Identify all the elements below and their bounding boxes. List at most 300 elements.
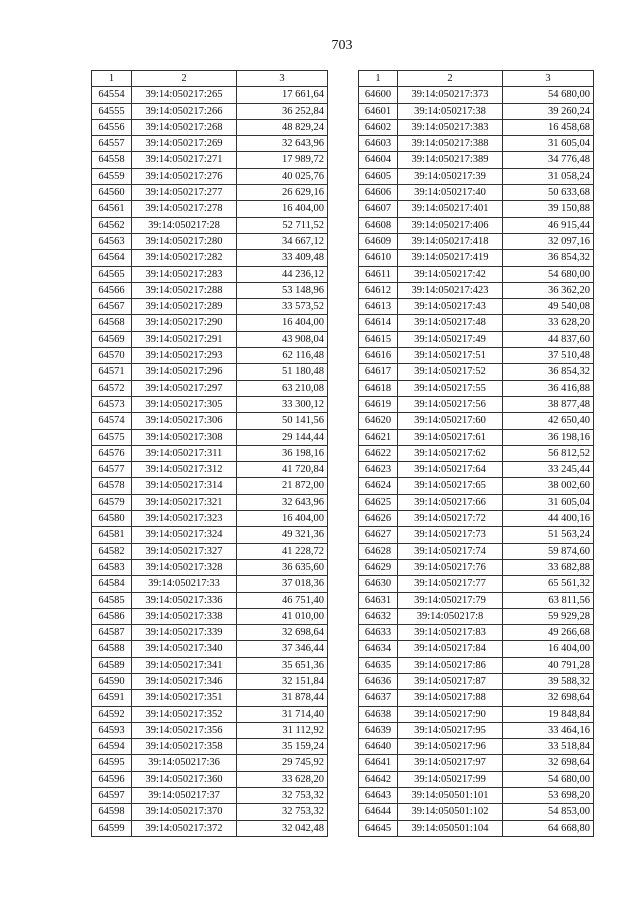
cadastral-number-cell: 39:14:050217:268 <box>132 119 237 135</box>
table-row <box>359 511 594 527</box>
cadastral-number-cell: 39:14:050217:88 <box>398 690 503 706</box>
cadastral-number-cell: 39:14:050217:40 <box>398 185 503 201</box>
row-number-cell: 64557 <box>92 136 132 152</box>
row-number-cell: 64615 <box>359 331 398 347</box>
cadastral-number-cell: 39:14:050217:77 <box>398 576 503 592</box>
value-cell: 16 404,00 <box>237 511 328 527</box>
value-cell: 51 563,24 <box>503 527 594 543</box>
cadastral-number-cell: 39:14:050217:370 <box>132 804 237 820</box>
value-cell: 35 159,24 <box>237 739 328 755</box>
row-number-cell: 64585 <box>92 592 132 608</box>
cadastral-number-cell: 39:14:050217:66 <box>398 494 503 510</box>
table-row <box>92 820 328 836</box>
value-cell: 32 753,32 <box>237 788 328 804</box>
table-row <box>359 185 594 201</box>
value-cell: 56 812,52 <box>503 445 594 461</box>
row-number-cell: 64595 <box>92 755 132 771</box>
value-cell: 29 144,44 <box>237 429 328 445</box>
cadastral-number-cell: 39:14:050217:314 <box>132 478 237 494</box>
row-number-cell: 64603 <box>359 136 398 152</box>
value-cell: 32 698,64 <box>237 625 328 641</box>
value-cell: 43 908,04 <box>237 331 328 347</box>
value-cell: 32 698,64 <box>503 755 594 771</box>
cadastral-number-cell: 39:14:050217:360 <box>132 771 237 787</box>
row-number-cell: 64619 <box>359 396 398 412</box>
cadastral-number-cell: 39:14:050217:297 <box>132 380 237 396</box>
value-cell: 53 698,20 <box>503 788 594 804</box>
row-number-cell: 64616 <box>359 348 398 364</box>
value-cell: 33 464,16 <box>503 722 594 738</box>
cadastral-number-cell: 39:14:050217:289 <box>132 299 237 315</box>
cadastral-number-cell: 39:14:050217:324 <box>132 527 237 543</box>
row-number-cell: 64636 <box>359 673 398 689</box>
cadastral-number-cell: 39:14:050217:328 <box>132 559 237 575</box>
row-number-cell: 64606 <box>359 185 398 201</box>
cadastral-number-cell: 39:14:050217:73 <box>398 527 503 543</box>
value-cell: 41 720,84 <box>237 462 328 478</box>
value-cell: 36 635,60 <box>237 559 328 575</box>
value-cell: 50 141,56 <box>237 413 328 429</box>
table-row <box>92 331 328 347</box>
row-number-cell: 64600 <box>359 87 398 103</box>
table-row <box>359 820 594 836</box>
cadastral-number-cell: 39:14:050217:76 <box>398 559 503 575</box>
cadastral-number-cell: 39:14:050217:418 <box>398 233 503 249</box>
row-number-cell: 64582 <box>92 543 132 559</box>
value-cell: 41 010,00 <box>237 608 328 624</box>
row-number-cell: 64628 <box>359 543 398 559</box>
row-number-cell: 64597 <box>92 788 132 804</box>
row-number-cell: 64598 <box>92 804 132 820</box>
cadastral-number-cell: 39:14:050217:372 <box>132 820 237 836</box>
row-number-cell: 64569 <box>92 331 132 347</box>
table-row <box>92 299 328 315</box>
cadastral-number-cell: 39:14:050217:266 <box>132 103 237 119</box>
table-row <box>92 119 328 135</box>
row-number-cell: 64584 <box>92 576 132 592</box>
value-cell: 44 837,60 <box>503 331 594 347</box>
table-row <box>359 641 594 657</box>
table-row <box>92 380 328 396</box>
row-number-cell: 64591 <box>92 690 132 706</box>
cadastral-number-cell: 39:14:050501:102 <box>398 804 503 820</box>
row-number-cell: 64596 <box>92 771 132 787</box>
row-number-cell: 64621 <box>359 429 398 445</box>
row-number-cell: 64587 <box>92 625 132 641</box>
table-row <box>92 413 328 429</box>
table-row <box>359 233 594 249</box>
value-cell: 42 650,40 <box>503 413 594 429</box>
column-header-3: 3 <box>503 71 594 87</box>
row-number-cell: 64593 <box>92 722 132 738</box>
table-row <box>92 396 328 412</box>
row-number-cell: 64627 <box>359 527 398 543</box>
row-number-cell: 64566 <box>92 282 132 298</box>
cadastral-number-cell: 39:14:050217:288 <box>132 282 237 298</box>
cadastral-number-cell: 39:14:050217:383 <box>398 119 503 135</box>
value-cell: 63 210,08 <box>237 380 328 396</box>
row-number-cell: 64613 <box>359 299 398 315</box>
table-row <box>92 266 328 282</box>
table-row <box>92 641 328 657</box>
value-cell: 37 510,48 <box>503 348 594 364</box>
row-number-cell: 64558 <box>92 152 132 168</box>
table-row <box>359 348 594 364</box>
value-cell: 44 236,12 <box>237 266 328 282</box>
row-number-cell: 64573 <box>92 396 132 412</box>
cadastral-number-cell: 39:14:050217:306 <box>132 413 237 429</box>
value-cell: 33 573,52 <box>237 299 328 315</box>
row-number-cell: 64641 <box>359 755 398 771</box>
table-header-row <box>359 71 594 87</box>
cadastral-number-cell: 39:14:050217:290 <box>132 315 237 331</box>
value-cell: 31 714,40 <box>237 706 328 722</box>
value-cell: 32 042,48 <box>237 820 328 836</box>
cadastral-number-cell: 39:14:050217:56 <box>398 396 503 412</box>
value-cell: 39 150,88 <box>503 201 594 217</box>
table-row <box>92 657 328 673</box>
table-row <box>92 168 328 184</box>
value-cell: 49 321,36 <box>237 527 328 543</box>
row-number-cell: 64610 <box>359 250 398 266</box>
table-row <box>92 364 328 380</box>
cadastral-number-cell: 39:14:050217:338 <box>132 608 237 624</box>
cadastral-number-cell: 39:14:050217:49 <box>398 331 503 347</box>
row-number-cell: 64645 <box>359 820 398 836</box>
value-cell: 36 252,84 <box>237 103 328 119</box>
value-cell: 50 633,68 <box>503 185 594 201</box>
table-row <box>359 119 594 135</box>
row-number-cell: 64583 <box>92 559 132 575</box>
value-cell: 32 097,16 <box>503 233 594 249</box>
table-row <box>92 217 328 233</box>
cadastral-number-cell: 39:14:050217:86 <box>398 657 503 673</box>
cadastral-number-cell: 39:14:050217:340 <box>132 641 237 657</box>
table-row <box>92 315 328 331</box>
table-row <box>359 608 594 624</box>
value-cell: 54 680,00 <box>503 87 594 103</box>
value-cell: 34 667,12 <box>237 233 328 249</box>
value-cell: 31 605,04 <box>503 494 594 510</box>
table-row <box>92 136 328 152</box>
row-number-cell: 64567 <box>92 299 132 315</box>
value-cell: 17 989,72 <box>237 152 328 168</box>
row-number-cell: 64578 <box>92 478 132 494</box>
table-row <box>359 217 594 233</box>
column-header-1: 1 <box>92 71 132 87</box>
table-row <box>92 429 328 445</box>
row-number-cell: 64639 <box>359 722 398 738</box>
cadastral-number-cell: 39:14:050217:336 <box>132 592 237 608</box>
row-number-cell: 64556 <box>92 119 132 135</box>
row-number-cell: 64594 <box>92 739 132 755</box>
cadastral-number-cell: 39:14:050217:291 <box>132 331 237 347</box>
table-row <box>359 429 594 445</box>
value-cell: 31 058,24 <box>503 168 594 184</box>
value-cell: 36 198,16 <box>503 429 594 445</box>
cadastral-number-cell: 39:14:050217:351 <box>132 690 237 706</box>
cadastral-number-cell: 39:14:050217:373 <box>398 87 503 103</box>
cadastral-number-cell: 39:14:050217:346 <box>132 673 237 689</box>
row-number-cell: 64588 <box>92 641 132 657</box>
row-number-cell: 64640 <box>359 739 398 755</box>
table-row <box>92 250 328 266</box>
cadastral-number-cell: 39:14:050501:104 <box>398 820 503 836</box>
table-row <box>359 103 594 119</box>
row-number-cell: 64554 <box>92 87 132 103</box>
table-row <box>92 511 328 527</box>
value-cell: 37 346,44 <box>237 641 328 657</box>
cadastral-number-cell: 39:14:050217:323 <box>132 511 237 527</box>
value-cell: 49 540,08 <box>503 299 594 315</box>
table-row <box>359 625 594 641</box>
value-cell: 54 853,00 <box>503 804 594 820</box>
value-cell: 32 151,84 <box>237 673 328 689</box>
table-row <box>92 592 328 608</box>
row-number-cell: 64638 <box>359 706 398 722</box>
row-number-cell: 64565 <box>92 266 132 282</box>
value-cell: 53 148,96 <box>237 282 328 298</box>
row-number-cell: 64643 <box>359 788 398 804</box>
row-number-cell: 64631 <box>359 592 398 608</box>
value-cell: 34 776,48 <box>503 152 594 168</box>
value-cell: 64 668,80 <box>503 820 594 836</box>
cadastral-number-cell: 39:14:050217:84 <box>398 641 503 657</box>
cadastral-number-cell: 39:14:050217:280 <box>132 233 237 249</box>
table-row <box>92 494 328 510</box>
cadastral-number-cell: 39:14:050217:61 <box>398 429 503 445</box>
cadastral-number-cell: 39:14:050217:321 <box>132 494 237 510</box>
cadastral-number-cell: 39:14:050217:95 <box>398 722 503 738</box>
table-row <box>359 152 594 168</box>
table-row <box>92 478 328 494</box>
cadastral-number-cell: 39:14:050217:327 <box>132 543 237 559</box>
cadastral-number-cell: 39:14:050217:36 <box>132 755 237 771</box>
cadastral-table-left <box>91 70 328 837</box>
row-number-cell: 64579 <box>92 494 132 510</box>
table-row <box>92 608 328 624</box>
row-number-cell: 64581 <box>92 527 132 543</box>
cadastral-number-cell: 39:14:050217:8 <box>398 608 503 624</box>
cadastral-number-cell: 39:14:050217:358 <box>132 739 237 755</box>
table-row <box>92 804 328 820</box>
table-row <box>359 168 594 184</box>
table-row <box>92 462 328 478</box>
value-cell: 19 848,84 <box>503 706 594 722</box>
value-cell: 33 628,20 <box>237 771 328 787</box>
cadastral-number-cell: 39:14:050217:282 <box>132 250 237 266</box>
row-number-cell: 64612 <box>359 282 398 298</box>
row-number-cell: 64635 <box>359 657 398 673</box>
table-row <box>359 396 594 412</box>
row-number-cell: 64601 <box>359 103 398 119</box>
value-cell: 36 854,32 <box>503 364 594 380</box>
table-row <box>359 755 594 771</box>
table-row <box>359 673 594 689</box>
row-number-cell: 64564 <box>92 250 132 266</box>
cadastral-number-cell: 39:14:050217:97 <box>398 755 503 771</box>
cadastral-number-cell: 39:14:050217:90 <box>398 706 503 722</box>
row-number-cell: 64625 <box>359 494 398 510</box>
table-row <box>359 527 594 543</box>
row-number-cell: 64572 <box>92 380 132 396</box>
table-row <box>359 201 594 217</box>
row-number-cell: 64633 <box>359 625 398 641</box>
cadastral-number-cell: 39:14:050217:389 <box>398 152 503 168</box>
cadastral-number-cell: 39:14:050217:305 <box>132 396 237 412</box>
value-cell: 38 002,60 <box>503 478 594 494</box>
cadastral-number-cell: 39:14:050217:283 <box>132 266 237 282</box>
cadastral-number-cell: 39:14:050217:388 <box>398 136 503 152</box>
cadastral-number-cell: 39:14:050217:72 <box>398 511 503 527</box>
cadastral-number-cell: 39:14:050217:42 <box>398 266 503 282</box>
value-cell: 39 260,24 <box>503 103 594 119</box>
value-cell: 51 180,48 <box>237 364 328 380</box>
row-number-cell: 64590 <box>92 673 132 689</box>
cadastral-number-cell: 39:14:050217:312 <box>132 462 237 478</box>
row-number-cell: 64560 <box>92 185 132 201</box>
value-cell: 16 404,00 <box>503 641 594 657</box>
table-row <box>359 413 594 429</box>
value-cell: 21 872,00 <box>237 478 328 494</box>
cadastral-number-cell: 39:14:050217:43 <box>398 299 503 315</box>
table-row <box>92 152 328 168</box>
table-row <box>359 87 594 103</box>
value-cell: 36 198,16 <box>237 445 328 461</box>
table-header-row <box>92 71 328 87</box>
row-number-cell: 64577 <box>92 462 132 478</box>
table-row <box>359 266 594 282</box>
row-number-cell: 64629 <box>359 559 398 575</box>
cadastral-number-cell: 39:14:050217:55 <box>398 380 503 396</box>
cadastral-number-cell: 39:14:050217:33 <box>132 576 237 592</box>
table-row <box>359 576 594 592</box>
value-cell: 63 811,56 <box>503 592 594 608</box>
row-number-cell: 64568 <box>92 315 132 331</box>
value-cell: 33 682,88 <box>503 559 594 575</box>
value-cell: 44 400,16 <box>503 511 594 527</box>
table-row <box>359 250 594 266</box>
cadastral-number-cell: 39:14:050217:60 <box>398 413 503 429</box>
table-row <box>359 380 594 396</box>
value-cell: 36 854,32 <box>503 250 594 266</box>
column-header-1: 1 <box>359 71 398 87</box>
table-row <box>92 185 328 201</box>
value-cell: 29 745,92 <box>237 755 328 771</box>
cadastral-number-cell: 39:14:050217:96 <box>398 739 503 755</box>
row-number-cell: 64571 <box>92 364 132 380</box>
row-number-cell: 64607 <box>359 201 398 217</box>
row-number-cell: 64622 <box>359 445 398 461</box>
row-number-cell: 64620 <box>359 413 398 429</box>
table-row <box>359 315 594 331</box>
table-row <box>359 282 594 298</box>
value-cell: 38 877,48 <box>503 396 594 412</box>
value-cell: 26 629,16 <box>237 185 328 201</box>
column-header-2: 2 <box>132 71 237 87</box>
row-number-cell: 64609 <box>359 233 398 249</box>
value-cell: 54 680,00 <box>503 266 594 282</box>
table-row <box>359 771 594 787</box>
row-number-cell: 64614 <box>359 315 398 331</box>
value-cell: 36 416,88 <box>503 380 594 396</box>
table-row <box>92 576 328 592</box>
row-number-cell: 64623 <box>359 462 398 478</box>
row-number-cell: 64642 <box>359 771 398 787</box>
value-cell: 16 404,00 <box>237 201 328 217</box>
cadastral-table-right <box>358 70 594 837</box>
cadastral-number-cell: 39:14:050217:311 <box>132 445 237 461</box>
row-number-cell: 64555 <box>92 103 132 119</box>
value-cell: 31 878,44 <box>237 690 328 706</box>
row-number-cell: 64559 <box>92 168 132 184</box>
row-number-cell: 64586 <box>92 608 132 624</box>
table-row <box>359 592 594 608</box>
cadastral-number-cell: 39:14:050217:341 <box>132 657 237 673</box>
row-number-cell: 64632 <box>359 608 398 624</box>
value-cell: 59 929,28 <box>503 608 594 624</box>
table-row <box>359 706 594 722</box>
value-cell: 31 112,92 <box>237 722 328 738</box>
cadastral-number-cell: 39:14:050217:401 <box>398 201 503 217</box>
value-cell: 48 829,24 <box>237 119 328 135</box>
row-number-cell: 64561 <box>92 201 132 217</box>
table-row <box>92 87 328 103</box>
value-cell: 16 404,00 <box>237 315 328 331</box>
table-row <box>92 771 328 787</box>
value-cell: 16 458,68 <box>503 119 594 135</box>
table-row <box>359 478 594 494</box>
table-row <box>359 364 594 380</box>
table-row <box>92 673 328 689</box>
row-number-cell: 64589 <box>92 657 132 673</box>
column-header-2: 2 <box>398 71 503 87</box>
value-cell: 59 874,60 <box>503 543 594 559</box>
cadastral-number-cell: 39:14:050217:293 <box>132 348 237 364</box>
cadastral-number-cell: 39:14:050217:64 <box>398 462 503 478</box>
value-cell: 32 753,32 <box>237 804 328 820</box>
table-row <box>359 136 594 152</box>
cadastral-number-cell: 39:14:050217:423 <box>398 282 503 298</box>
value-cell: 32 643,96 <box>237 494 328 510</box>
table-row <box>92 201 328 217</box>
row-number-cell: 64630 <box>359 576 398 592</box>
value-cell: 46 915,44 <box>503 217 594 233</box>
table-row <box>359 331 594 347</box>
row-number-cell: 64637 <box>359 690 398 706</box>
table-row <box>92 755 328 771</box>
table-row <box>92 527 328 543</box>
table-row <box>359 657 594 673</box>
value-cell: 54 680,00 <box>503 771 594 787</box>
value-cell: 62 116,48 <box>237 348 328 364</box>
cadastral-number-cell: 39:14:050217:83 <box>398 625 503 641</box>
cadastral-number-cell: 39:14:050217:87 <box>398 673 503 689</box>
value-cell: 32 643,96 <box>237 136 328 152</box>
table-row <box>359 462 594 478</box>
cadastral-number-cell: 39:14:050217:52 <box>398 364 503 380</box>
value-cell: 49 266,68 <box>503 625 594 641</box>
row-number-cell: 64574 <box>92 413 132 429</box>
table-row <box>359 299 594 315</box>
table-row <box>92 282 328 298</box>
row-number-cell: 64617 <box>359 364 398 380</box>
row-number-cell: 64602 <box>359 119 398 135</box>
row-number-cell: 64576 <box>92 445 132 461</box>
cadastral-number-cell: 39:14:050217:37 <box>132 788 237 804</box>
value-cell: 52 711,52 <box>237 217 328 233</box>
value-cell: 33 409,48 <box>237 250 328 266</box>
